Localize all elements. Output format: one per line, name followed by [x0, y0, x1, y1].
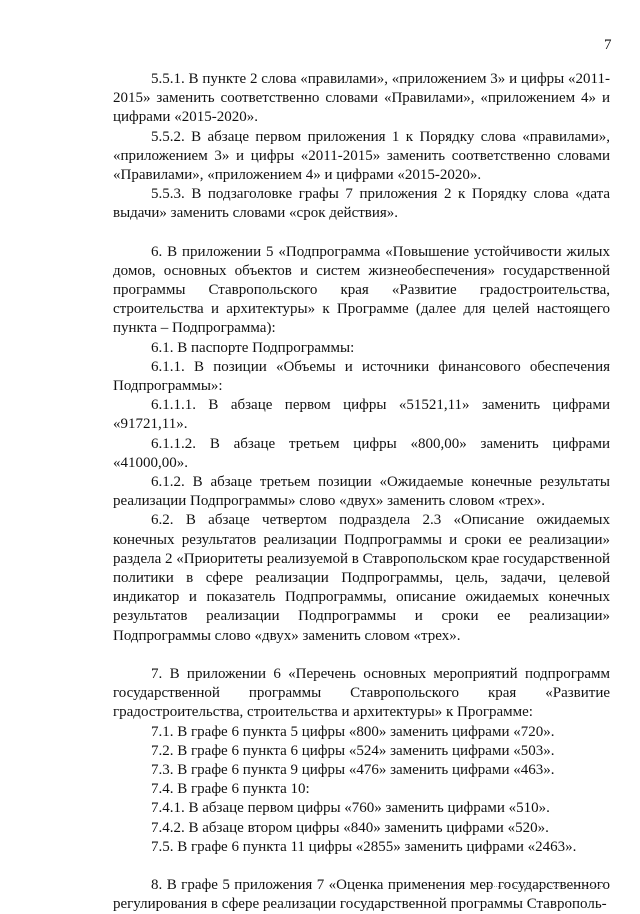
- paragraph-6: 6. В приложении 5 «Подпрограмма «Повышение устойчивости жилых домов, основных объектов и систем жизнеобеспечения» государственной программы Ставропольского края «Развитие градостроительства, строительства и архитектуры» к Программе (далее для целей настоящего пункта – Подпрограмма):: [113, 243, 610, 337]
- page-number: 7: [604, 37, 612, 53]
- document-body: [113, 70, 610, 914]
- paragraph-7-4-1: 7.4.1. В абзаце первом цифры «760» заменить цифрами «510».: [151, 800, 550, 817]
- paragraph-7-4: 7.4. В графе 6 пункта 10:: [151, 781, 310, 798]
- paragraph-6-1-1-2: 6.1.1.2. В абзаце третьем цифры «800,00» заменить цифрами «41000,00».: [113, 435, 610, 471]
- paragraph-7: 7. В приложении 6 «Перечень основных мероприятий подпрограмм государственной программы Ставропольского края «Развитие градостроительства, строительства и архитектуры» к Программе:: [113, 665, 610, 721]
- paragraph-7-2: 7.2. В графе 6 пункта 6 цифры «524» заменить цифрами «503».: [151, 742, 555, 759]
- paragraph-7-4-2: 7.4.2. В абзаце втором цифры «840» заменить цифрами «520».: [151, 819, 549, 836]
- paragraph-5-5-3: 5.5.3. В подзаголовке графы 7 приложения 2 к Порядку слова «дата выдачи» заменить словами «срок действия».: [113, 186, 610, 222]
- paragraph-spacer: [113, 646, 610, 665]
- paragraph-7-3: 7.3. В графе 6 пункта 9 цифры «476» заменить цифрами «463».: [151, 761, 555, 778]
- paragraph-5-5-2: 5.5.2. В абзаце первом приложения 1 к Порядку слова «правилами», «приложением 3» и цифры «2011-2015» заменить соответственно словами «Правилами», «приложением 4» и цифрами «2015-2020».: [113, 128, 610, 184]
- paragraph-spacer: [113, 857, 610, 876]
- paragraph-7-5: 7.5. В графе 6 пункта 11 цифры «2855» заменить цифрами «2463».: [151, 838, 577, 855]
- paragraph-6-1-1: 6.1.1. В позиции «Объемы и источники финансового обеспечения Подпрограммы»:: [113, 358, 610, 395]
- paragraph-8: 8. В графе 5 приложения 7 «Оценка применения мер государственного регулирования в сфере реализации государственной программы Ставрополь-: [113, 876, 610, 913]
- paragraph-6-1: 6.1. В паспорте Подпрограммы:: [151, 339, 355, 356]
- paragraph-spacer: [113, 224, 610, 243]
- paragraph-7-1: 7.1. В графе 6 пункта 5 цифры «800» заменить цифрами «720».: [151, 723, 555, 740]
- paragraph-5-5-1: 5.5.1. В пункте 2 слова «правилами», «приложением 3» и цифры «2011-2015» заменить соответственно словами «Правилами», «приложением 4» и цифрами «2015-2020».: [113, 71, 610, 126]
- paragraph-6-1-1-1: 6.1.1.1. В абзаце первом цифры «51521,11» заменить цифрами «91721,11».: [113, 397, 610, 433]
- paragraph-6-2: 6.2. В абзаце четвертом подраздела 2.3 «Описание ожидаемых конечных результатов реализации Подпрограммы и сроки ее реализации» раздела 2 «Приоритеты реализуемой в Ставропольском крае государственной политики в сфере реализации Подпрограммы, цель, задачи, целевой индикатор и показатель Подпрограммы, описание ожидаемых конечных результатов реализации Подпрограммы и сроки ее реализации» Подпрограммы слово «двух» заменить словом «трех».: [113, 512, 610, 644]
- paragraph-6-1-2: 6.1.2. В абзаце третьем позиции «Ожидаемые конечные результаты реализации Подпрограммы» слово «двух» заменить словом «трех».: [113, 474, 610, 510]
- scan-artifact-line: [485, 886, 605, 888]
